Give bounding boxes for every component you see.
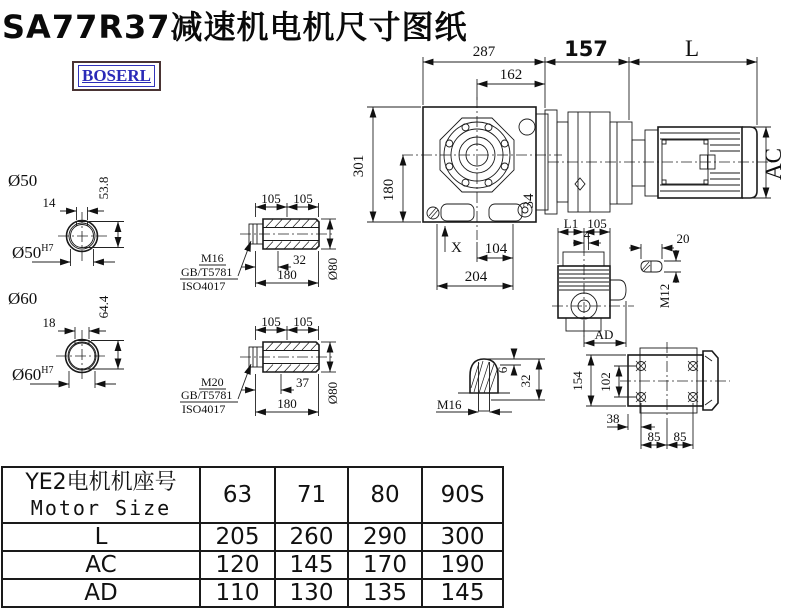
col-90S: 90S (422, 467, 503, 523)
key-label-M12: M12 (657, 283, 672, 309)
table-row-AC (2, 551, 503, 579)
header-motor-size-cn: YE2电机机座号 (25, 470, 177, 495)
balance-mark-icon (575, 178, 585, 190)
shaft-view-d60 (8, 289, 124, 388)
dim-204: 204 (464, 269, 488, 285)
hollow-shaft-section-2 (180, 314, 340, 416)
header-motor-size-en: Motor Size (30, 496, 172, 520)
page-title: SA77R37减速机电机尺寸图纸 (2, 8, 468, 46)
sec2-dim-105a: 105 (261, 314, 281, 329)
dim-180v: 180 (381, 178, 397, 202)
shaft2-label: Ø60 (8, 289, 38, 308)
shaft2-height: 64.4 (96, 295, 111, 319)
dim-157: 157 (564, 37, 608, 61)
row-label-AC: AC (2, 551, 200, 579)
plug-label-M16: M16 (437, 397, 462, 412)
col-80: 80 (348, 467, 422, 523)
row-label-AD: AD (2, 579, 200, 607)
mount-dim-85b: 85 (673, 429, 687, 444)
header-motor-size (2, 467, 200, 523)
cell-L-71: 260 (275, 523, 348, 551)
sec1-std1-label: GB/T5781 (181, 265, 233, 279)
sec1-std2-label: ISO4017 (182, 279, 226, 293)
sec1-dim-180: 180 (277, 267, 297, 282)
sec2-dim-105b: 105 (293, 314, 313, 329)
dim-301: 301 (351, 154, 367, 178)
col-71: 71 (275, 467, 348, 523)
dim-104: 104 (484, 241, 508, 257)
sec2-dim-37: 37 (296, 375, 309, 390)
dim-AC: AC (761, 148, 786, 180)
plug-dim-32: 32 (518, 374, 533, 388)
mount-dim-85a: 85 (647, 429, 661, 444)
sec2-std1-label: GB/T5781 (181, 388, 233, 402)
shaft2-bore-label: $Ø60^{H7}$ (12, 365, 54, 384)
sec2-bolt-label: M20 (201, 375, 224, 389)
mount-dim-154: 154 (570, 371, 585, 391)
cell-AC-80: 170 (348, 551, 422, 579)
cell-AD-90S: 145 (422, 579, 503, 607)
shaft1-height: 53.8 (96, 176, 111, 200)
table-header-row (2, 467, 503, 523)
breather-plug-detail (436, 349, 545, 412)
shaft2-key-width: 18 (42, 315, 56, 330)
dim-34: 34 (521, 193, 537, 209)
sec1-dim-32: 32 (293, 252, 306, 267)
table-row-AD (2, 579, 503, 607)
plug-dim-6: 6 (495, 366, 510, 374)
col-63: 63 (200, 467, 275, 523)
dim-287: 287 (472, 44, 496, 60)
sec2-dim-d80: Ø80 (325, 381, 340, 405)
dim-162: 162 (499, 67, 523, 83)
key-dim-20: 20 (676, 231, 690, 246)
mount-dim-102: 102 (598, 372, 613, 392)
shaft1-label: Ø50 (8, 171, 38, 190)
cell-AC-63: 120 (200, 551, 275, 579)
cell-AC-90S: 190 (422, 551, 503, 579)
sec2-std2-label: ISO4017 (182, 402, 226, 416)
side-dim-AD: AD (594, 327, 614, 342)
motor-dimension-table (1, 466, 504, 608)
side-dim-105: 105 (587, 216, 607, 231)
row-label-L: L (2, 523, 200, 551)
cell-AC-71: 145 (275, 551, 348, 579)
sec2-dim-180: 180 (277, 396, 297, 411)
cell-AD-80: 135 (348, 579, 422, 607)
motor-outline (645, 127, 757, 198)
hollow-shaft-section-1 (180, 191, 340, 293)
sec1-dim-d80: Ø80 (325, 257, 340, 281)
cell-L-80: 290 (348, 523, 422, 551)
dim-X: X (451, 240, 462, 256)
side-dim-4: 4 (583, 227, 591, 242)
cell-L-63: 205 (200, 523, 275, 551)
mount-dim-38: 38 (606, 411, 620, 426)
side-dim-L1: L1 (563, 216, 579, 231)
shaft-view-d50 (8, 171, 124, 266)
cell-AD-63: 110 (200, 579, 275, 607)
sec1-dim-105b: 105 (293, 191, 313, 206)
dim-L: L (684, 36, 700, 61)
sec1-dim-105a: 105 (261, 191, 281, 206)
gearbox-side-view (552, 216, 634, 347)
shaft1-bore-label: $Ø50^{H7}$ (12, 243, 54, 262)
brand-logo-text: BOSERL (78, 65, 155, 87)
table-row-L (2, 523, 503, 551)
mounting-face-view (570, 342, 730, 449)
oil-plug (427, 207, 439, 219)
shaft1-key-width: 14 (42, 195, 56, 210)
cell-L-90S: 300 (422, 523, 503, 551)
sec1-bolt-label: M16 (201, 251, 224, 265)
cell-AD-71: 130 (275, 579, 348, 607)
key-detail (629, 231, 690, 308)
